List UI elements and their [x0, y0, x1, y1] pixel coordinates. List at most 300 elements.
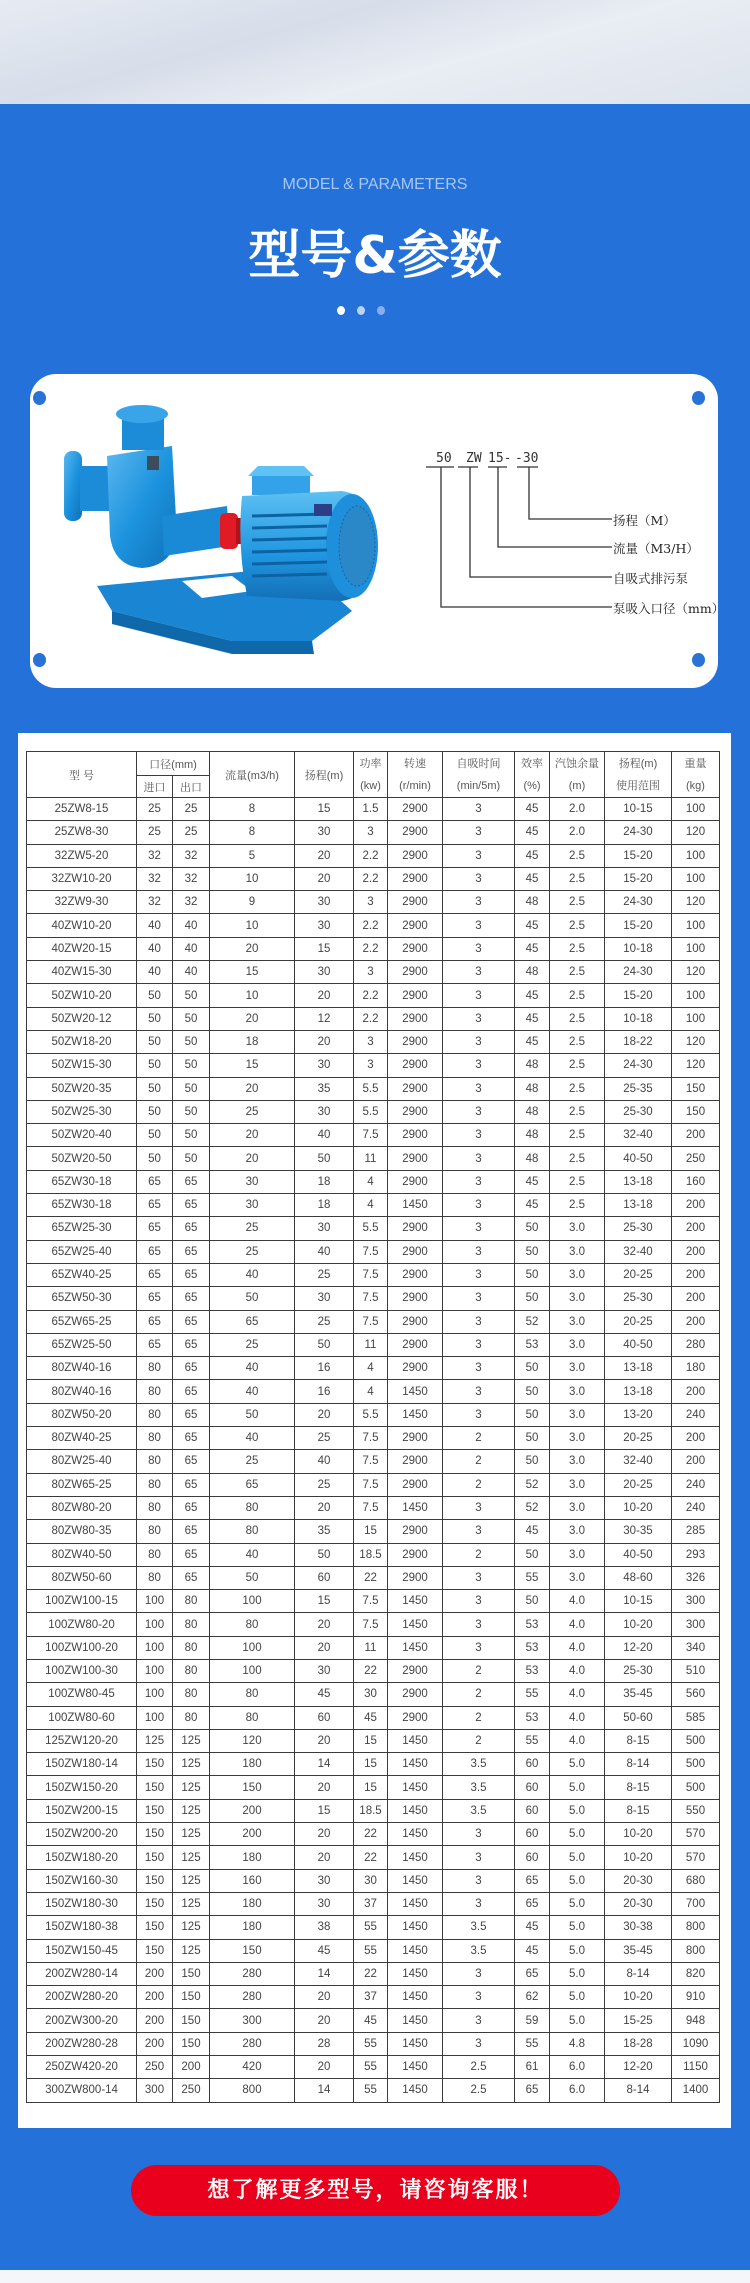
cell-head-range: 18-22	[605, 1030, 672, 1053]
cell-npsh: 5.0	[550, 1962, 605, 1985]
cell-power: 7.5	[354, 1240, 388, 1263]
cell-outlet: 65	[173, 1380, 210, 1403]
cell-npsh: 4.0	[550, 1590, 605, 1613]
cell-flow: 5	[210, 844, 295, 867]
cell-weight: 1090	[672, 2032, 720, 2055]
cell-outlet: 80	[173, 1590, 210, 1613]
cell-npsh: 3.0	[550, 1240, 605, 1263]
cell-speed: 1450	[388, 1916, 443, 1939]
header-head-range-label: 扬程(m)	[618, 757, 658, 770]
cell-flow: 80	[210, 1706, 295, 1729]
cell-npsh: 4.0	[550, 1706, 605, 1729]
cell-head-range: 24-30	[605, 961, 672, 984]
table-row	[27, 1194, 720, 1217]
cell-outlet: 25	[173, 821, 210, 844]
cell-npsh: 2.5	[550, 1030, 605, 1053]
cell-inlet: 80	[137, 1380, 173, 1403]
cell-outlet: 65	[173, 1450, 210, 1473]
cell-model: 200ZW300-20	[27, 2009, 137, 2032]
table-row	[27, 2056, 720, 2079]
cell-flow: 20	[210, 1147, 295, 1170]
cell-head: 20	[295, 984, 354, 1007]
cell-outlet: 65	[173, 1496, 210, 1519]
cell-model: 80ZW80-35	[27, 1520, 137, 1543]
cell-npsh: 2.5	[550, 937, 605, 960]
cell-head-range: 40-50	[605, 1147, 672, 1170]
cell-power: 11	[354, 1636, 388, 1659]
cell-efficiency: 53	[515, 1333, 550, 1356]
cell-inlet: 25	[137, 821, 173, 844]
cell-flow: 25	[210, 1217, 295, 1240]
cell-power: 11	[354, 1147, 388, 1170]
cell-outlet: 125	[173, 1916, 210, 1939]
cell-model: 80ZW50-60	[27, 1566, 137, 1589]
cell-weight: 100	[672, 798, 720, 821]
table-row	[27, 1706, 720, 1729]
cell-head: 30	[295, 961, 354, 984]
cell-outlet: 80	[173, 1683, 210, 1706]
cell-efficiency: 45	[515, 1194, 550, 1217]
cell-inlet: 200	[137, 2032, 173, 2055]
cell-head-range: 20-25	[605, 1427, 672, 1450]
cell-outlet: 65	[173, 1194, 210, 1217]
cell-head: 20	[295, 1986, 354, 2009]
cell-inlet: 80	[137, 1450, 173, 1473]
cell-power: 5.5	[354, 1217, 388, 1240]
cell-npsh: 3.0	[550, 1496, 605, 1519]
cell-inlet: 150	[137, 1823, 173, 1846]
header-power-unit: (kw)	[360, 779, 381, 792]
table-row	[27, 1427, 720, 1450]
cell-head: 40	[295, 1240, 354, 1263]
cell-model: 65ZW30-18	[27, 1194, 137, 1217]
cell-head: 30	[295, 1287, 354, 1310]
code-head: -30	[515, 451, 539, 466]
cell-power: 5.5	[354, 1077, 388, 1100]
cell-speed: 2900	[388, 1543, 443, 1566]
table-row	[27, 984, 720, 1007]
table-row	[27, 2009, 720, 2032]
cell-head: 45	[295, 1683, 354, 1706]
cell-model: 25ZW8-15	[27, 798, 137, 821]
cell-speed: 2900	[388, 1287, 443, 1310]
cell-weight: 680	[672, 1869, 720, 1892]
cell-efficiency: 45	[515, 937, 550, 960]
cell-speed: 2900	[388, 914, 443, 937]
cell-weight: 100	[672, 937, 720, 960]
cell-outlet: 200	[173, 2056, 210, 2079]
cell-flow: 15	[210, 961, 295, 984]
cell-weight: 500	[672, 1753, 720, 1776]
cell-outlet: 65	[173, 1543, 210, 1566]
cell-npsh: 5.0	[550, 1939, 605, 1962]
cell-efficiency: 53	[515, 1636, 550, 1659]
cell-weight: 100	[672, 1007, 720, 1030]
cell-power: 15	[354, 1753, 388, 1776]
table-row	[27, 1403, 720, 1426]
cell-flow: 15	[210, 1054, 295, 1077]
cell-outlet: 40	[173, 914, 210, 937]
cell-weight: 340	[672, 1636, 720, 1659]
table-row	[27, 1846, 720, 1869]
cell-npsh: 2.5	[550, 844, 605, 867]
cell-power: 2.2	[354, 914, 388, 937]
header-weight	[672, 752, 720, 798]
header-speed-label: 转速	[404, 757, 426, 770]
cell-suction-time: 2.5	[443, 2079, 515, 2102]
cell-inlet: 50	[137, 1030, 173, 1053]
cell-speed: 2900	[388, 1100, 443, 1123]
cell-npsh: 5.0	[550, 1892, 605, 1915]
cell-npsh: 2.5	[550, 1194, 605, 1217]
cell-model: 125ZW120-20	[27, 1729, 137, 1752]
cell-efficiency: 48	[515, 891, 550, 914]
cell-power: 2.2	[354, 937, 388, 960]
cell-efficiency: 53	[515, 1659, 550, 1682]
table-row	[27, 1054, 720, 1077]
cell-inlet: 50	[137, 1007, 173, 1030]
cell-speed: 1450	[388, 1846, 443, 1869]
cell-power: 22	[354, 1566, 388, 1589]
header-head-range	[605, 752, 672, 798]
cell-efficiency: 52	[515, 1473, 550, 1496]
table-row	[27, 1939, 720, 1962]
cell-inlet: 50	[137, 1054, 173, 1077]
label-pump-type: 自吸式排污泵	[613, 571, 689, 586]
cell-speed: 2900	[388, 1124, 443, 1147]
top-banner-strip	[0, 0, 750, 104]
cell-efficiency: 48	[515, 1100, 550, 1123]
cell-weight: 293	[672, 1543, 720, 1566]
cell-outlet: 65	[173, 1170, 210, 1193]
cell-suction-time: 3	[443, 1613, 515, 1636]
cell-head: 20	[295, 2056, 354, 2079]
cell-power: 7.5	[354, 1287, 388, 1310]
cell-flow: 50	[210, 1403, 295, 1426]
table-row	[27, 1007, 720, 1030]
table-row	[27, 961, 720, 984]
cell-npsh: 2.5	[550, 914, 605, 937]
cell-power: 7.5	[354, 1613, 388, 1636]
cell-efficiency: 45	[515, 1916, 550, 1939]
cell-head-range: 10-20	[605, 1496, 672, 1519]
table-row	[27, 1333, 720, 1356]
cell-weight: 200	[672, 1124, 720, 1147]
cell-head-range: 25-30	[605, 1217, 672, 1240]
cell-model: 50ZW20-50	[27, 1147, 137, 1170]
cell-inlet: 150	[137, 1846, 173, 1869]
cell-model: 50ZW25-30	[27, 1100, 137, 1123]
cell-npsh: 2.5	[550, 891, 605, 914]
cell-efficiency: 50	[515, 1357, 550, 1380]
table-row	[27, 1753, 720, 1776]
cell-inlet: 40	[137, 914, 173, 937]
cell-suction-time: 3	[443, 937, 515, 960]
cell-efficiency: 45	[515, 1170, 550, 1193]
cell-power: 18.5	[354, 1799, 388, 1822]
cell-head: 20	[295, 867, 354, 890]
cell-head-range: 30-35	[605, 1520, 672, 1543]
cell-efficiency: 50	[515, 1380, 550, 1403]
cell-model: 100ZW80-20	[27, 1613, 137, 1636]
cell-head: 30	[295, 1217, 354, 1240]
cell-inlet: 80	[137, 1473, 173, 1496]
table-row	[27, 1124, 720, 1147]
cell-inlet: 50	[137, 1077, 173, 1100]
cell-head-range: 24-30	[605, 1054, 672, 1077]
cell-inlet: 32	[137, 844, 173, 867]
cell-flow: 80	[210, 1496, 295, 1519]
cell-weight: 120	[672, 1030, 720, 1053]
table-row	[27, 1077, 720, 1100]
cell-head: 30	[295, 821, 354, 844]
cell-speed: 2900	[388, 1054, 443, 1077]
table-row	[27, 1030, 720, 1053]
cell-npsh: 6.0	[550, 2056, 605, 2079]
cell-weight: 820	[672, 1962, 720, 1985]
cell-inlet: 150	[137, 1869, 173, 1892]
cell-npsh: 4.0	[550, 1683, 605, 1706]
cell-suction-time: 3.5	[443, 1776, 515, 1799]
cell-head-range: 13-18	[605, 1357, 672, 1380]
cell-speed: 2900	[388, 1450, 443, 1473]
cell-head-range: 25-30	[605, 1287, 672, 1310]
cell-npsh: 3.0	[550, 1473, 605, 1496]
header-npsh	[550, 752, 605, 798]
cell-head-range: 30-38	[605, 1916, 672, 1939]
cell-weight: 500	[672, 1776, 720, 1799]
cell-head-range: 13-20	[605, 1403, 672, 1426]
cell-npsh: 3.0	[550, 1333, 605, 1356]
cell-head: 20	[295, 844, 354, 867]
cell-outlet: 125	[173, 1799, 210, 1822]
cell-power: 1.5	[354, 798, 388, 821]
cell-speed: 2900	[388, 891, 443, 914]
header-inlet: 进口	[137, 776, 173, 798]
table-row	[27, 1473, 720, 1496]
cell-suction-time: 2.5	[443, 2056, 515, 2079]
cell-head-range: 24-30	[605, 821, 672, 844]
cell-model: 65ZW25-50	[27, 1333, 137, 1356]
cell-model: 80ZW40-16	[27, 1357, 137, 1380]
cell-outlet: 150	[173, 2009, 210, 2032]
cell-suction-time: 3	[443, 984, 515, 1007]
cell-model: 65ZW65-25	[27, 1310, 137, 1333]
cell-head-range: 10-18	[605, 1007, 672, 1030]
cell-head-range: 15-20	[605, 984, 672, 1007]
cell-head: 30	[295, 1659, 354, 1682]
cell-flow: 10	[210, 914, 295, 937]
cell-outlet: 150	[173, 1962, 210, 1985]
table-row	[27, 1776, 720, 1799]
cell-head-range: 20-25	[605, 1473, 672, 1496]
cell-head-range: 10-18	[605, 937, 672, 960]
cell-model: 80ZW40-25	[27, 1427, 137, 1450]
cell-flow: 180	[210, 1846, 295, 1869]
cell-model: 100ZW100-15	[27, 1590, 137, 1613]
cell-head-range: 35-45	[605, 1939, 672, 1962]
cell-weight: 240	[672, 1473, 720, 1496]
cell-efficiency: 55	[515, 1729, 550, 1752]
cell-model: 50ZW10-20	[27, 984, 137, 1007]
table-row	[27, 1636, 720, 1659]
cell-model: 80ZW40-50	[27, 1543, 137, 1566]
cell-speed: 1450	[388, 1939, 443, 1962]
cell-suction-time: 3	[443, 867, 515, 890]
cell-flow: 80	[210, 1520, 295, 1543]
pager-dot-1	[337, 306, 345, 315]
cell-suction-time: 3	[443, 2032, 515, 2055]
cell-model: 80ZW25-40	[27, 1450, 137, 1473]
cell-inlet: 80	[137, 1496, 173, 1519]
header-suction-time-unit: (min/5m)	[456, 779, 501, 792]
cell-efficiency: 65	[515, 2079, 550, 2102]
cell-power: 30	[354, 1869, 388, 1892]
table-row	[27, 1217, 720, 1240]
cell-inlet: 65	[137, 1217, 173, 1240]
cell-head-range: 25-30	[605, 1100, 672, 1123]
cell-power: 7.5	[354, 1310, 388, 1333]
cell-head-range: 20-30	[605, 1869, 672, 1892]
header-speed-unit: (r/min)	[399, 779, 431, 792]
cell-inlet: 250	[137, 2056, 173, 2079]
cell-power: 2.2	[354, 1007, 388, 1030]
pager-dot-2	[357, 306, 365, 315]
cell-head: 20	[295, 1846, 354, 1869]
cell-weight: 240	[672, 1403, 720, 1426]
cell-head: 18	[295, 1194, 354, 1217]
cell-weight: 280	[672, 1333, 720, 1356]
cell-suction-time: 3	[443, 1566, 515, 1589]
spec-table	[26, 751, 720, 2103]
cell-npsh: 5.0	[550, 2009, 605, 2032]
cell-outlet: 50	[173, 1030, 210, 1053]
cell-model: 40ZW20-15	[27, 937, 137, 960]
cell-outlet: 50	[173, 1124, 210, 1147]
header-suction-time-label: 自吸时间	[456, 757, 501, 770]
cell-weight: 200	[672, 1263, 720, 1286]
cell-speed: 1450	[388, 1823, 443, 1846]
cell-head: 30	[295, 914, 354, 937]
cell-suction-time: 3	[443, 1333, 515, 1356]
cell-efficiency: 45	[515, 798, 550, 821]
cell-speed: 2900	[388, 1333, 443, 1356]
cell-outlet: 150	[173, 1986, 210, 2009]
cell-head: 28	[295, 2032, 354, 2055]
cell-power: 7.5	[354, 1496, 388, 1519]
cell-outlet: 125	[173, 1776, 210, 1799]
cell-outlet: 125	[173, 1892, 210, 1915]
cell-inlet: 50	[137, 1147, 173, 1170]
cell-head-range: 32-40	[605, 1240, 672, 1263]
cell-suction-time: 3	[443, 1054, 515, 1077]
cell-power: 7.5	[354, 1427, 388, 1450]
cell-power: 45	[354, 2009, 388, 2032]
cell-outlet: 50	[173, 984, 210, 1007]
cell-head: 20	[295, 1613, 354, 1636]
cell-speed: 2900	[388, 1217, 443, 1240]
cell-flow: 9	[210, 891, 295, 914]
cell-outlet: 80	[173, 1706, 210, 1729]
cell-speed: 2900	[388, 1077, 443, 1100]
cell-head-range: 8-14	[605, 2079, 672, 2102]
cell-power: 22	[354, 1823, 388, 1846]
cell-flow: 300	[210, 2009, 295, 2032]
cell-inlet: 100	[137, 1659, 173, 1682]
cell-head-range: 15-25	[605, 2009, 672, 2032]
cell-npsh: 4.8	[550, 2032, 605, 2055]
cell-suction-time: 3.5	[443, 1799, 515, 1822]
cell-flow: 280	[210, 1962, 295, 1985]
cell-model: 150ZW150-20	[27, 1776, 137, 1799]
cell-npsh: 4.0	[550, 1659, 605, 1682]
cell-power: 3	[354, 1054, 388, 1077]
cell-power: 55	[354, 2032, 388, 2055]
cell-head-range: 25-30	[605, 1659, 672, 1682]
cell-flow: 150	[210, 1776, 295, 1799]
table-row	[27, 1916, 720, 1939]
cell-model: 80ZW80-20	[27, 1496, 137, 1519]
cell-model: 32ZW10-20	[27, 867, 137, 890]
cell-efficiency: 52	[515, 1496, 550, 1519]
cell-speed: 2900	[388, 1147, 443, 1170]
cell-inlet: 200	[137, 1986, 173, 2009]
header-efficiency	[515, 752, 550, 798]
cell-head: 30	[295, 1892, 354, 1915]
cell-speed: 1450	[388, 1962, 443, 1985]
cell-npsh: 5.0	[550, 1799, 605, 1822]
cell-inlet: 150	[137, 1753, 173, 1776]
cell-flow: 30	[210, 1170, 295, 1193]
cell-head: 30	[295, 891, 354, 914]
cell-weight: 300	[672, 1590, 720, 1613]
cell-suction-time: 3	[443, 1263, 515, 1286]
header-speed	[388, 752, 443, 798]
cell-weight: 200	[672, 1427, 720, 1450]
table-row	[27, 1566, 720, 1589]
cell-head: 18	[295, 1170, 354, 1193]
cell-efficiency: 59	[515, 2009, 550, 2032]
cell-suction-time: 2	[443, 1543, 515, 1566]
cell-power: 22	[354, 1846, 388, 1869]
cell-head-range: 20-30	[605, 1892, 672, 1915]
cell-weight: 100	[672, 844, 720, 867]
cell-outlet: 40	[173, 937, 210, 960]
cell-power: 11	[354, 1333, 388, 1356]
cell-suction-time: 3.5	[443, 1916, 515, 1939]
cell-npsh: 3.0	[550, 1263, 605, 1286]
cell-inlet: 150	[137, 1776, 173, 1799]
cell-model: 65ZW40-25	[27, 1263, 137, 1286]
cell-speed: 1450	[388, 1799, 443, 1822]
cell-efficiency: 48	[515, 1124, 550, 1147]
corner-dot-icon	[33, 391, 46, 405]
cell-outlet: 32	[173, 867, 210, 890]
cell-head: 16	[295, 1357, 354, 1380]
cell-npsh: 5.0	[550, 1776, 605, 1799]
cell-suction-time: 3	[443, 1357, 515, 1380]
table-row	[27, 1450, 720, 1473]
contact-service-button[interactable]: 想了解更多型号，请咨询客服！	[131, 2165, 620, 2216]
cell-suction-time: 3	[443, 1403, 515, 1426]
cell-model: 100ZW100-30	[27, 1659, 137, 1682]
cell-head: 60	[295, 1706, 354, 1729]
cell-flow: 8	[210, 821, 295, 844]
cell-weight: 200	[672, 1310, 720, 1333]
cell-inlet: 25	[137, 798, 173, 821]
cell-model: 150ZW180-38	[27, 1916, 137, 1939]
cell-outlet: 125	[173, 1939, 210, 1962]
